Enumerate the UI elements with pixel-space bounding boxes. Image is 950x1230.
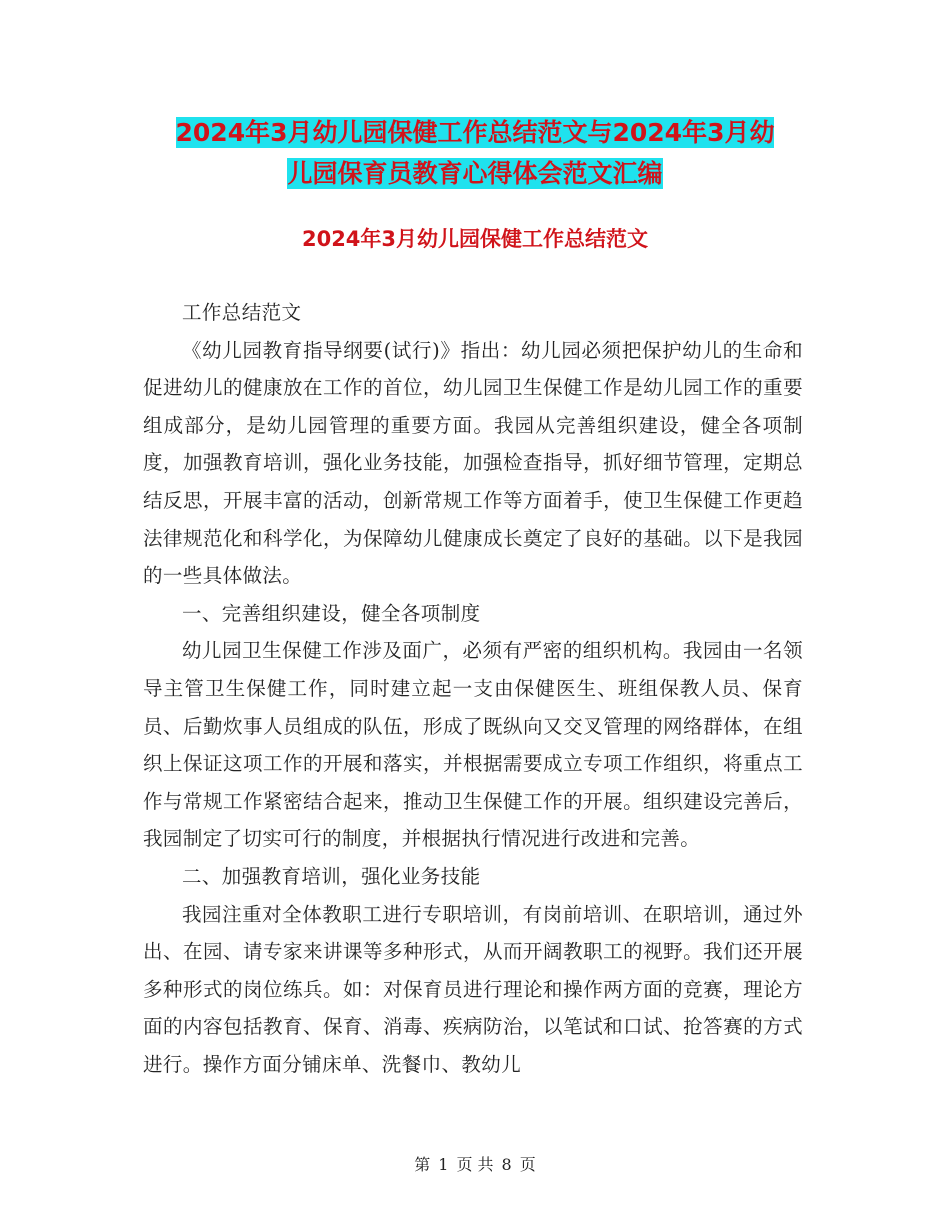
- footer-suffix: 页: [519, 1155, 536, 1174]
- section-title: 2024年3月幼儿园保健工作总结范文: [301, 227, 649, 251]
- paragraph: 《幼儿园教育指导纲要(试行)》指出：幼儿园必须把保护幼儿的生命和促进幼儿的健康放在工作的首位，幼儿园卫生保健工作是幼儿园工作的重要组成部分，是幼儿园管理的重要方面。我园从完善组织建设，健全各项制度，加强教育培训，强化业务技能，加强检查指导，抓好细节管理，定期总结反思，开展丰富的活动，创新常规工作等方面着手，使卫生保健工作更趋法律规范化和科学化，为保障幼儿健康成长奠定了良好的基础。以下是我园的一些具体做法。: [143, 338, 803, 588]
- subsection-heading: 一、完善组织建设，健全各项制度: [182, 601, 481, 625]
- paragraph: 幼儿园卫生保健工作涉及面广，必须有严密的组织机构。我园由一名领导主管卫生保健工作，同时建立起一支由保健医生、班组保教人员、保育员、后勤炊事人员组成的队伍，形成了既纵向又交叉管理的网络群体，在组织上保证这项工作的开展和落实，并根据需要成立专项工作组织，将重点工作与常规工作紧密结合起来，推动卫生保健工作的开展。组织建设完善后，我园制定了切实可行的制度，并根据执行情况进行改进和完善。: [143, 639, 803, 851]
- footer-prefix: 第: [414, 1155, 431, 1174]
- footer-mid: 页 共: [456, 1155, 494, 1174]
- paragraph-heading: 工作总结范文: [182, 301, 302, 324]
- paragraph: 我园注重对全体教职工进行专职培训，有岗前培训、在职培训，通过外出、在园、请专家来讲课等多种形式，从而开阔教职工的视野。我们还开展多种形式的岗位练兵。如：对保育员进行理论和操作两方面的竞赛，理论方面的内容包括教育、保育、消毒、疾病防治，以笔试和口试、抢答赛的方式进行。操作方面分铺床单、洗餐巾、教幼儿: [143, 902, 803, 1076]
- page-number: 1: [438, 1155, 449, 1174]
- document-body: [143, 294, 803, 1083]
- page-total: 8: [501, 1155, 512, 1174]
- document-title-line-1: [0, 116, 950, 150]
- document-title-line-2: [0, 157, 950, 191]
- page-footer: [0, 1154, 950, 1176]
- title-highlight: 儿园保育员教育心得体会范文汇编: [287, 159, 663, 188]
- title-highlight: 2024年3月幼儿园保健工作总结范文与2024年3月幼: [175, 118, 775, 147]
- subsection-heading: 二、加强教育培训，强化业务技能: [182, 864, 481, 888]
